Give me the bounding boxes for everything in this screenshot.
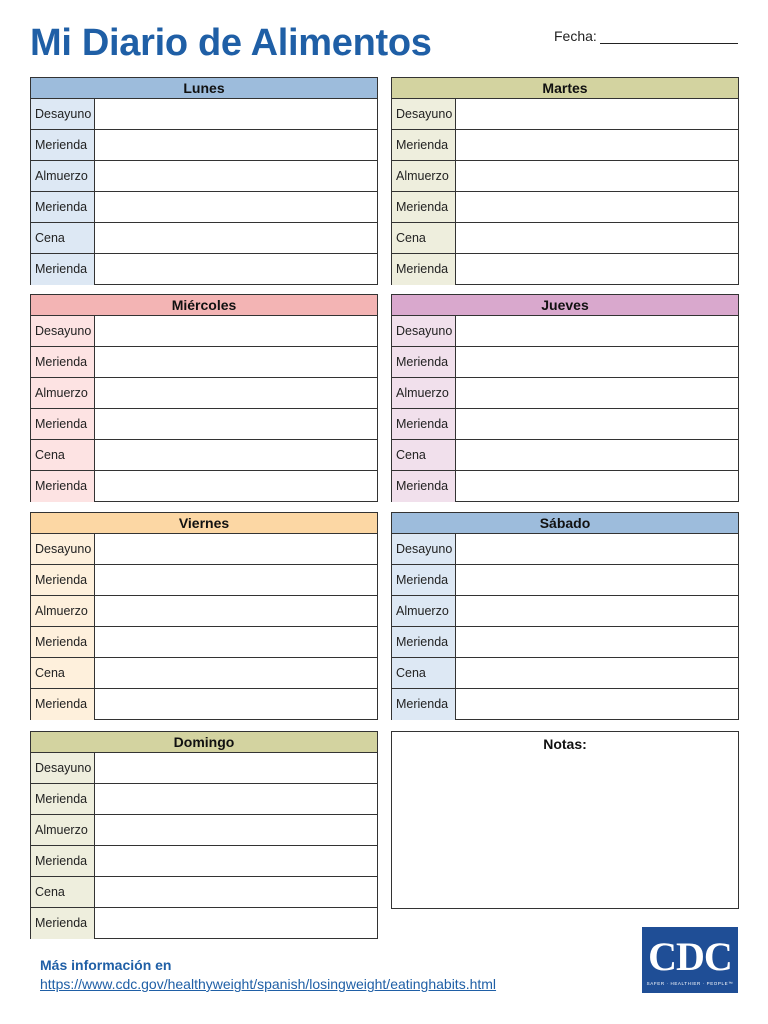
meal-label: Almuerzo xyxy=(31,161,95,191)
meal-row xyxy=(31,846,377,877)
meal-label: Merienda xyxy=(31,565,95,595)
day-header: Viernes xyxy=(31,513,377,534)
meal-row xyxy=(392,471,738,502)
meal-label: Merienda xyxy=(31,784,95,814)
meal-entry-field[interactable] xyxy=(456,192,738,222)
meal-row xyxy=(392,689,738,720)
meal-entry-field[interactable] xyxy=(95,534,377,564)
meal-row xyxy=(392,440,738,471)
meal-row xyxy=(31,534,377,565)
meal-entry-field[interactable] xyxy=(95,753,377,783)
meal-label: Almuerzo xyxy=(31,596,95,626)
meal-row xyxy=(392,596,738,627)
day-header: Jueves xyxy=(392,295,738,316)
cdc-logo-tagline: SAFER · HEALTHIER · PEOPLE™ xyxy=(646,980,734,986)
meal-entry-field[interactable] xyxy=(456,689,738,720)
meal-row xyxy=(31,161,377,192)
meal-label: Desayuno xyxy=(392,99,456,129)
meal-label: Merienda xyxy=(392,471,456,502)
meal-label: Merienda xyxy=(392,192,456,222)
meal-row xyxy=(31,627,377,658)
meal-row xyxy=(31,689,377,720)
meal-row xyxy=(31,753,377,784)
meal-row xyxy=(392,223,738,254)
meal-label: Merienda xyxy=(31,192,95,222)
meal-entry-field[interactable] xyxy=(456,130,738,160)
meal-label: Cena xyxy=(31,223,95,253)
meal-label: Merienda xyxy=(31,471,95,502)
meal-label: Merienda xyxy=(31,846,95,876)
meal-label: Desayuno xyxy=(31,99,95,129)
meal-label: Merienda xyxy=(31,409,95,439)
meal-entry-field[interactable] xyxy=(456,471,738,502)
meal-entry-field[interactable] xyxy=(95,689,377,720)
meal-label: Cena xyxy=(31,658,95,688)
meal-label: Almuerzo xyxy=(31,378,95,408)
meal-entry-field[interactable] xyxy=(95,378,377,408)
day-box-sabado xyxy=(391,512,739,720)
meal-label: Desayuno xyxy=(31,316,95,346)
meal-entry-field[interactable] xyxy=(95,409,377,439)
meal-entry-field[interactable] xyxy=(95,254,377,285)
meal-row xyxy=(31,658,377,689)
meal-entry-field[interactable] xyxy=(95,316,377,346)
day-header: Domingo xyxy=(31,732,377,753)
meal-label: Merienda xyxy=(31,254,95,285)
meal-label: Desayuno xyxy=(392,316,456,346)
meal-entry-field[interactable] xyxy=(456,347,738,377)
meal-row xyxy=(31,130,377,161)
more-info-label: Más información en xyxy=(40,957,172,973)
meal-label: Merienda xyxy=(392,347,456,377)
day-header: Lunes xyxy=(31,78,377,99)
meal-label: Almuerzo xyxy=(392,596,456,626)
day-box-lunes xyxy=(30,77,378,285)
meal-row xyxy=(31,815,377,846)
meal-entry-field[interactable] xyxy=(95,161,377,191)
meal-row xyxy=(392,316,738,347)
meal-label: Almuerzo xyxy=(31,815,95,845)
meal-row xyxy=(31,223,377,254)
meal-label: Merienda xyxy=(392,689,456,720)
meal-row xyxy=(31,347,377,378)
meal-entry-field[interactable] xyxy=(95,908,377,939)
meal-entry-field[interactable] xyxy=(456,161,738,191)
meal-label: Merienda xyxy=(31,908,95,939)
meal-entry-field[interactable] xyxy=(95,130,377,160)
day-box-miercoles xyxy=(30,294,378,502)
meal-row xyxy=(392,378,738,409)
meal-row xyxy=(31,316,377,347)
meal-row xyxy=(392,409,738,440)
meal-row xyxy=(392,130,738,161)
meal-row xyxy=(31,378,377,409)
day-box-domingo xyxy=(30,731,378,939)
meal-label: Cena xyxy=(31,877,95,907)
meal-row xyxy=(31,908,377,939)
meal-label: Almuerzo xyxy=(392,161,456,191)
meal-entry-field[interactable] xyxy=(95,627,377,657)
meal-label: Merienda xyxy=(392,565,456,595)
meal-entry-field[interactable] xyxy=(456,99,738,129)
more-info-link[interactable]: https://www.cdc.gov/healthyweight/spanish/losingweight/eatinghabits.html xyxy=(40,976,497,992)
cdc-logo xyxy=(642,927,738,993)
notes-box[interactable] xyxy=(391,731,739,909)
meal-row xyxy=(31,254,377,285)
meal-entry-field[interactable] xyxy=(456,627,738,657)
meal-label: Cena xyxy=(392,223,456,253)
meal-row xyxy=(31,565,377,596)
meal-row xyxy=(31,877,377,908)
meal-entry-field[interactable] xyxy=(456,316,738,346)
meal-label: Merienda xyxy=(392,254,456,285)
cdc-logo-text: CDC xyxy=(648,933,732,979)
meal-row xyxy=(392,565,738,596)
meal-label: Merienda xyxy=(31,347,95,377)
meal-entry-field[interactable] xyxy=(456,378,738,408)
meal-label: Merienda xyxy=(392,409,456,439)
page-title: Mi Diario de Alimentos xyxy=(30,22,432,64)
meal-row xyxy=(392,161,738,192)
meal-row xyxy=(392,192,738,223)
meal-row xyxy=(392,534,738,565)
meal-label: Desayuno xyxy=(31,753,95,783)
meal-label: Cena xyxy=(392,658,456,688)
meal-row xyxy=(31,596,377,627)
meal-label: Desayuno xyxy=(31,534,95,564)
meal-entry-field[interactable] xyxy=(95,815,377,845)
day-box-viernes xyxy=(30,512,378,720)
day-header: Sábado xyxy=(392,513,738,534)
date-field xyxy=(554,28,738,44)
day-box-martes xyxy=(391,77,739,285)
day-header: Miércoles xyxy=(31,295,377,316)
meal-entry-field[interactable] xyxy=(456,658,738,688)
meal-row xyxy=(31,471,377,502)
meal-label: Merienda xyxy=(31,130,95,160)
meal-entry-field[interactable] xyxy=(95,565,377,595)
meal-row xyxy=(392,627,738,658)
meal-label: Almuerzo xyxy=(392,378,456,408)
notes-header: Notas: xyxy=(543,736,587,752)
meal-entry-field[interactable] xyxy=(95,223,377,253)
meal-entry-field[interactable] xyxy=(95,877,377,907)
meal-entry-field[interactable] xyxy=(456,565,738,595)
meal-entry-field[interactable] xyxy=(456,534,738,564)
meal-row xyxy=(31,440,377,471)
meal-entry-field[interactable] xyxy=(95,658,377,688)
meal-row xyxy=(392,347,738,378)
meal-label: Cena xyxy=(392,440,456,470)
meal-entry-field[interactable] xyxy=(456,254,738,285)
meal-entry-field[interactable] xyxy=(95,440,377,470)
meal-label: Desayuno xyxy=(392,534,456,564)
date-label: Fecha: xyxy=(554,28,597,44)
more-info xyxy=(40,957,496,992)
day-box-jueves xyxy=(391,294,739,502)
meal-entry-field[interactable] xyxy=(95,347,377,377)
meal-row xyxy=(31,192,377,223)
meal-label: Cena xyxy=(31,440,95,470)
meal-label: Merienda xyxy=(392,627,456,657)
meal-row xyxy=(31,784,377,815)
meal-row xyxy=(31,99,377,130)
meal-entry-field[interactable] xyxy=(456,223,738,253)
day-header: Martes xyxy=(392,78,738,99)
date-input-line[interactable] xyxy=(600,30,738,44)
meal-entry-field[interactable] xyxy=(456,409,738,439)
meal-label: Merienda xyxy=(31,689,95,720)
meal-entry-field[interactable] xyxy=(95,846,377,876)
meal-entry-field[interactable] xyxy=(95,192,377,222)
meal-entry-field[interactable] xyxy=(456,440,738,470)
meal-entry-field[interactable] xyxy=(95,596,377,626)
meal-row xyxy=(392,658,738,689)
meal-entry-field[interactable] xyxy=(95,99,377,129)
meal-entry-field[interactable] xyxy=(95,471,377,502)
meal-row xyxy=(392,254,738,285)
meal-entry-field[interactable] xyxy=(456,596,738,626)
meal-label: Merienda xyxy=(392,130,456,160)
meal-label: Merienda xyxy=(31,627,95,657)
meal-row xyxy=(392,99,738,130)
meal-row xyxy=(31,409,377,440)
meal-entry-field[interactable] xyxy=(95,784,377,814)
